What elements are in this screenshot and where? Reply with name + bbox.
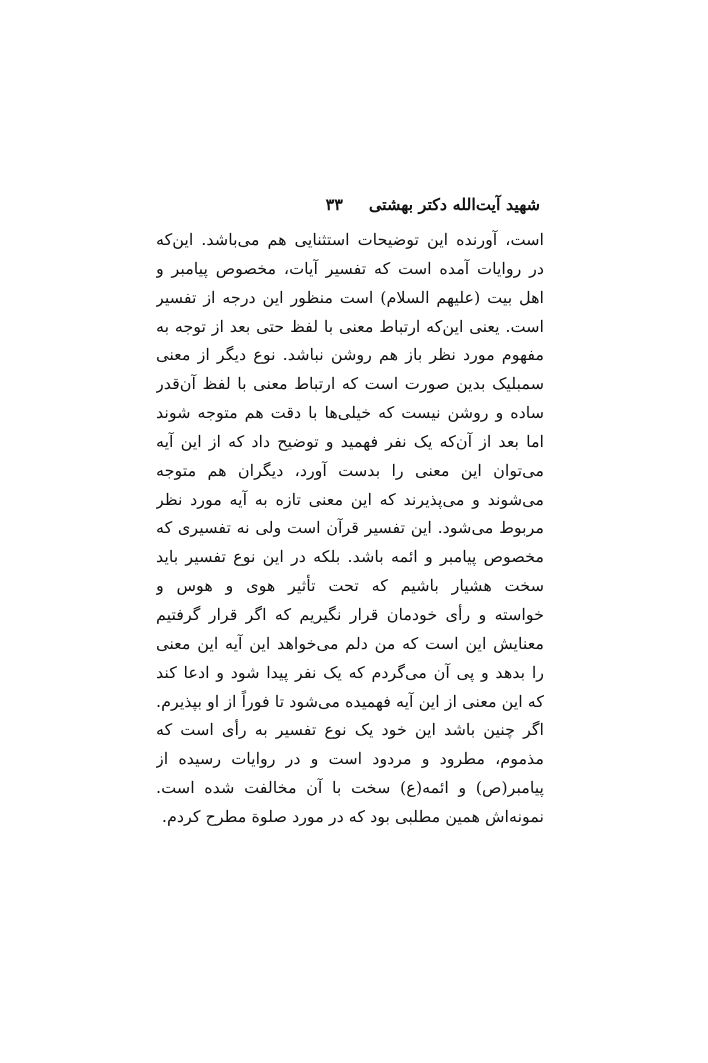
- text-line: می‌توان این معنی را بدست آورد، دیگران هم متوجه: [156, 460, 544, 480]
- text-line: مربوط می‌شود. این تفسیر قرآن است ولی نه تفسیری که: [156, 518, 544, 538]
- text-line: مفهوم مورد نظر باز هم روشن نباشد. نوع دیگر از معنی: [156, 345, 544, 365]
- page-number: ۳۳: [325, 194, 343, 214]
- text-line: معنایش این است که من دلم می‌خواهد این آیه این معنی: [156, 633, 544, 653]
- text-line: مذموم، مطرود و مردود است و در روایات رسیده از: [156, 749, 544, 769]
- text-line: نمونه‌اش همین مطلبی بود که در مورد صلوة مطرح کردم.: [161, 806, 544, 826]
- text-line: اهل بیت (علیهم السلام) است منظور این درجه از تفسیر: [156, 287, 544, 307]
- body-text: [156, 226, 544, 832]
- text-line: است، آورنده این توضیحات استثنایی هم می‌باشد. این‌که: [156, 230, 544, 249]
- text-line: سخت هشیار باشیم که تحت تأثیر هوی و هوس و: [156, 576, 544, 596]
- running-header-title: شهید آیت‌الله دکتر بهشتی: [368, 194, 540, 214]
- text-line: اگر چنین باشد این خود یک نوع تفسیر به رأی است که: [156, 720, 544, 740]
- text-line: است. یعنی این‌که ارتباط معنی با لفظ حتی بعد از توجه به: [156, 316, 544, 336]
- text-line: که این معنی از این آیه فهمیده می‌شود تا فوراً از او بپذیرم.: [156, 691, 544, 711]
- text-line: را بدهد و پی آن می‌گردم که یک نفر پیدا شود و ادعا کند: [156, 662, 544, 682]
- page-header: [160, 191, 540, 217]
- text-line: سمبلیک بدین صورت است که ارتباط معنی با لفظ آن‌قدر: [156, 374, 544, 394]
- text-line: خواسته و رأی خودمان قرار نگیریم که اگر قرار گرفتیم: [156, 604, 544, 624]
- text-line: پیامبر(ص) و ائمه(ع) سخت با آن مخالفت شده است.: [156, 778, 544, 798]
- text-line: ساده و روشن نیست که خیلی‌ها با دقت هم متوجه شوند: [156, 403, 544, 423]
- text-line: در روایات آمده است که تفسیر آیات، مخصوص پیامبر و: [156, 258, 544, 278]
- text-line: اما بعد از آن‌که یک نفر فهمید و توضیح داد که از این آیه: [156, 431, 544, 451]
- text-line: مخصوص پیامبر و ائمه باشد. بلکه در این نوع تفسیر باید: [156, 547, 544, 567]
- text-line: می‌شوند و می‌پذیرند که این معنی تازه به آیه مورد نظر: [156, 489, 544, 509]
